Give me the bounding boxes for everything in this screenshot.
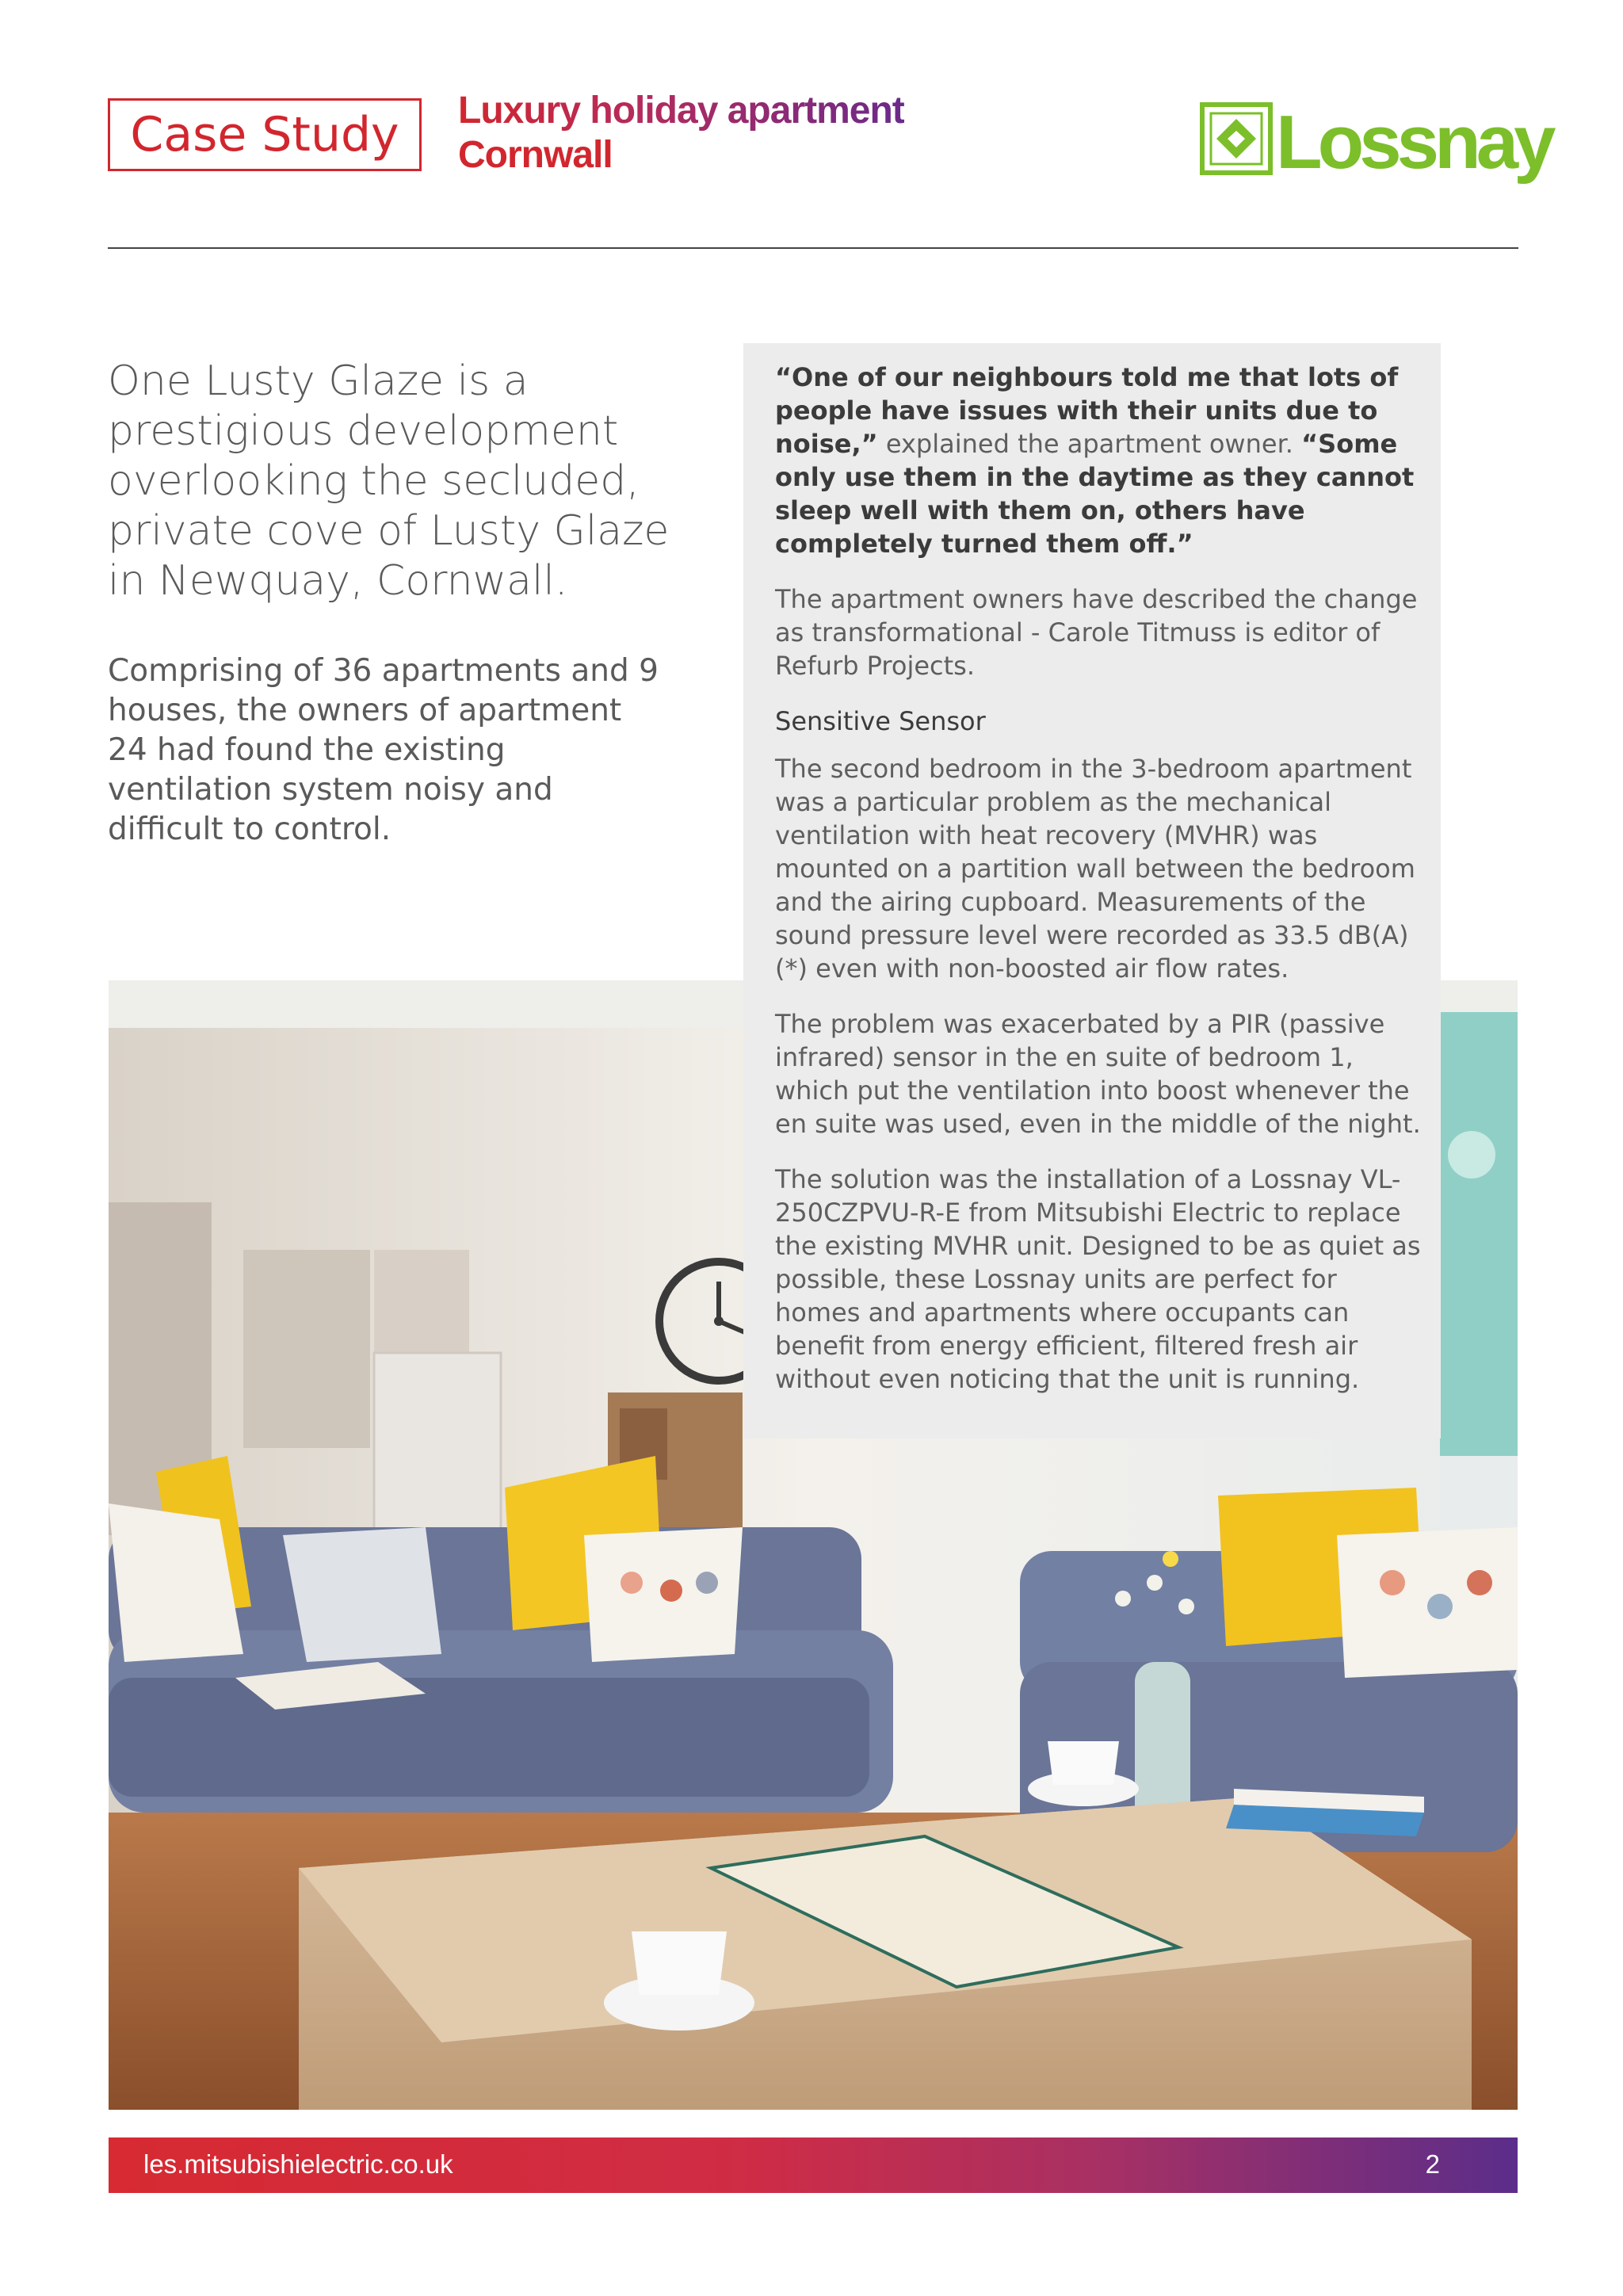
panel-paragraph-2: The second bedroom in the 3-bedroom apartment was a particular problem as the mechanical ventilation with heat recovery (MVHR) was mounted on a partition wall between the bedroom and the airing cupboard. Measurements of the sound pressure level were recorded as 33.5 dB(A) (*) even with non-boosted air flow rates.	[775, 754, 1415, 984]
page-title	[458, 89, 904, 178]
intro-lead: One Lusty Glaze is a prestigious development overlooking the secluded, private cove of Lusty Glaze in Newquay, Cornwall.	[108, 357, 670, 605]
intro-body: Comprising of 36 apartments and 9 houses, the owners of apartment 24 had found the existing ventilation system noisy and difficult to control.	[108, 653, 659, 847]
section-heading: Sensitive Sensor	[775, 706, 986, 736]
quote-attribution: explained the apartment owner.	[877, 429, 1302, 459]
owner-quote	[775, 361, 1425, 560]
lossnay-logo	[1201, 95, 1552, 190]
quote-panel	[743, 343, 1441, 1438]
panel-paragraph-4: The solution was the installation of a Lossnay VL-250CZPVU-R-E from Mitsubishi Electric to replace the existing MVHR unit. Designed to be as quiet as possible, these Lossnay units are perfect for homes and apartments where occupants can benefit from energy efficient, filtered fresh air without even noticing that the unit is running.	[775, 1164, 1421, 1394]
title-line-1: Luxury holiday apartment	[458, 90, 904, 132]
quote-part-1: “One of our neighbours told me that lots of people have issues with their units due to noise,”	[775, 362, 1399, 459]
footer-bar	[109, 2137, 1518, 2193]
title-line-2: Cornwall	[458, 134, 613, 176]
header-divider	[108, 247, 1518, 249]
case-study-badge: Case Study	[108, 98, 422, 171]
footer-url-link[interactable]: les.mitsubishielectric.co.uk	[143, 2149, 453, 2179]
page-number: 2	[1425, 2149, 1440, 2179]
panel-paragraph-3: The problem was exacerbated by a PIR (passive infrared) sensor in the en suite of bedroom 1, which put the ventilation into boost whenever the en suite was used, even in the middle of the night.	[775, 1009, 1421, 1139]
panel-paragraph-1: The apartment owners have described the change as transformational - Carole Titmuss is editor of Refurb Projects.	[775, 584, 1418, 681]
logo-wordmark: Lossnay	[1276, 100, 1552, 185]
quote-part-2: “Some only use them in the daytime as they cannot sleep well with them on, others have completely turned them off.”	[775, 429, 1415, 559]
